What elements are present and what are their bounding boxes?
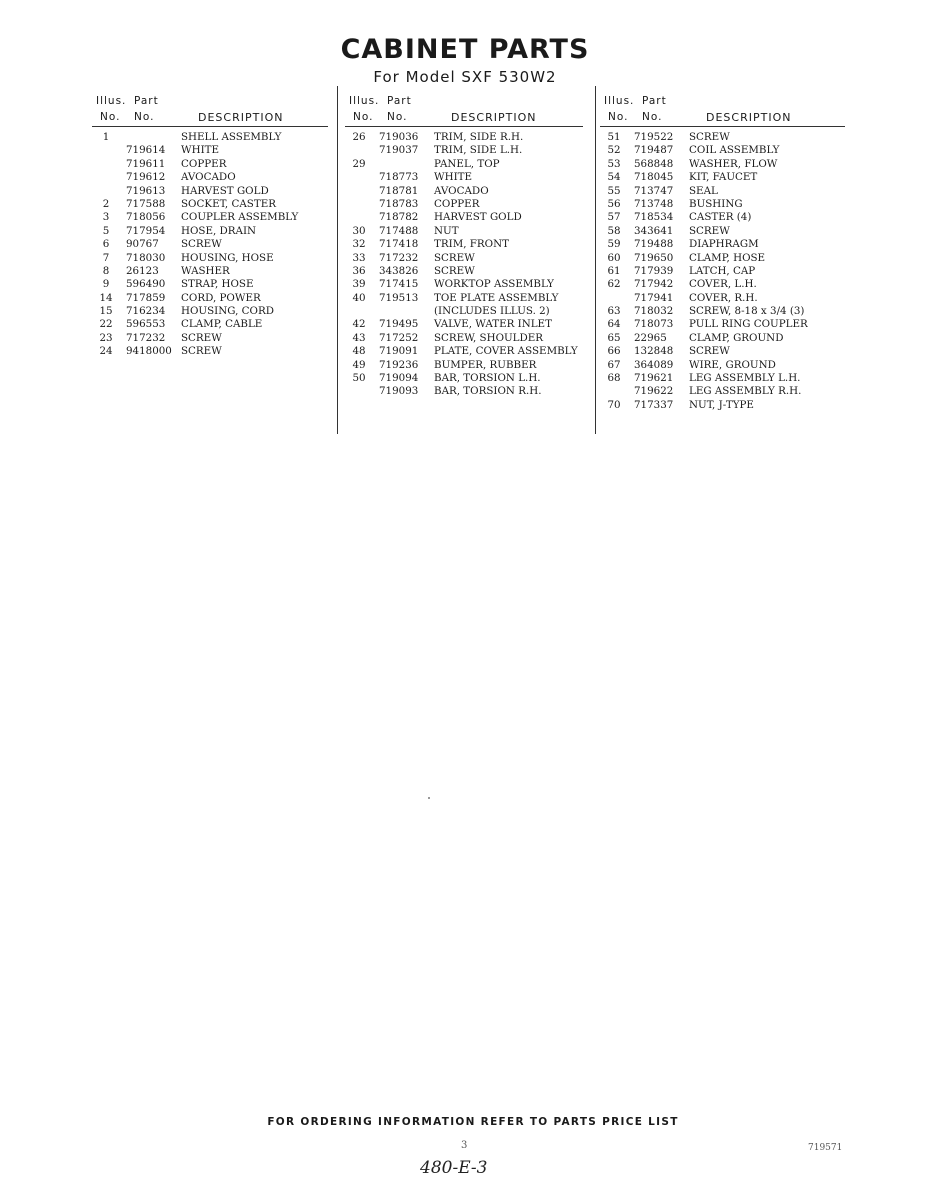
part-description: AVOCADO (434, 184, 489, 197)
table-row (345, 359, 583, 372)
part-number: 718783 (379, 197, 419, 210)
table-row (600, 211, 845, 224)
part-description: CASTER (4) (689, 211, 752, 224)
table-row (600, 265, 845, 278)
table-row (92, 318, 328, 331)
document-number: 719571 (808, 1143, 843, 1153)
table-row (600, 359, 845, 372)
table-row (92, 305, 328, 318)
part-number: 718782 (379, 211, 419, 224)
illus-number: 50 (352, 372, 366, 385)
part-description: AVOCADO (181, 171, 236, 184)
part-number: 719236 (379, 358, 419, 371)
table-row (345, 238, 583, 251)
part-number: 9418000 (126, 345, 172, 358)
table-row (600, 292, 845, 305)
part-description: COUPLER ASSEMBLY (181, 211, 299, 224)
illus-number: 56 (607, 197, 621, 210)
table-row (600, 332, 845, 345)
illus-number: 32 (352, 238, 366, 251)
header-illus: Illus. (604, 95, 635, 107)
table-row (92, 345, 328, 358)
header-description: DESCRIPTION (451, 111, 537, 124)
part-number: 717588 (126, 197, 166, 210)
part-description: LEG ASSEMBLY R.H. (689, 385, 802, 398)
illus-number: 36 (352, 264, 366, 277)
illus-number: 62 (607, 278, 621, 291)
illus-number: 33 (352, 251, 366, 264)
table-row (600, 144, 845, 157)
part-description: WASHER, FLOW (689, 157, 778, 170)
illus-number: 63 (607, 305, 621, 318)
part-description: TRIM, FRONT (434, 238, 509, 251)
table-row (92, 158, 328, 171)
part-description: HARVEST GOLD (181, 184, 269, 197)
part-description: CLAMP, GROUND (689, 331, 784, 344)
part-description: DIAPHRAGM (689, 238, 759, 251)
table-row (92, 238, 328, 251)
parts-column-1 (92, 92, 328, 359)
table-row (600, 318, 845, 331)
column-divider-right (595, 86, 596, 434)
table-row (92, 278, 328, 291)
part-number: 343641 (634, 224, 674, 237)
part-description: SEAL (689, 184, 718, 197)
table-row (92, 265, 328, 278)
part-description: SHELL ASSEMBLY (181, 131, 282, 143)
part-number: 719093 (379, 385, 419, 398)
illus-number: 3 (102, 211, 110, 224)
part-description: COVER, L.H. (689, 278, 757, 291)
illus-number: 58 (607, 224, 621, 237)
page-number: 3 (461, 1140, 468, 1151)
table-row (600, 185, 845, 198)
parts-list (345, 131, 583, 399)
part-description: SCREW, 8-18 x 3/4 (3) (689, 305, 805, 318)
part-number: 713748 (634, 197, 674, 210)
part-description: WIRE, GROUND (689, 358, 776, 371)
table-row (92, 185, 328, 198)
part-description: STRAP, HOSE (181, 278, 254, 291)
part-number: 713747 (634, 184, 674, 197)
part-description: WORKTOP ASSEMBLY (434, 278, 554, 291)
part-number: 132848 (634, 345, 674, 358)
part-number: 719611 (126, 157, 166, 170)
part-number: 364089 (634, 358, 674, 371)
illus-number: 9 (102, 278, 110, 291)
part-description: COPPER (181, 157, 227, 170)
part-number: 718773 (379, 171, 419, 184)
illus-number: 52 (607, 144, 621, 157)
part-number: 719495 (379, 318, 419, 331)
table-row (345, 185, 583, 198)
part-description: COVER, R.H. (689, 291, 758, 304)
part-number: 717415 (379, 278, 419, 291)
illus-number: 61 (607, 264, 621, 277)
illus-number: 54 (607, 171, 621, 184)
column-divider-left (337, 86, 338, 434)
part-number: 718030 (126, 251, 166, 264)
part-description: NUT, J-TYPE (689, 398, 754, 411)
model-subtitle: For Model SXF 530W2 (373, 68, 557, 86)
illus-number: 43 (352, 331, 366, 344)
parts-list (92, 131, 328, 359)
header-part-no: No. (642, 111, 663, 123)
part-number: 568848 (634, 157, 674, 170)
table-row (600, 278, 845, 291)
table-row (345, 171, 583, 184)
part-number: 719650 (634, 251, 674, 264)
header-part: Part (134, 95, 159, 107)
part-number: 717232 (379, 251, 419, 264)
part-number: 716234 (126, 305, 166, 318)
part-description: KIT, FAUCET (689, 171, 758, 184)
table-row (345, 144, 583, 157)
table-row (600, 252, 845, 265)
illus-number: 39 (352, 278, 366, 291)
part-number: 719091 (379, 345, 419, 358)
illus-number: 24 (99, 345, 113, 358)
part-description: SCREW (689, 131, 730, 143)
part-number: 717488 (379, 224, 419, 237)
part-description: CLAMP, HOSE (689, 251, 766, 264)
part-description: CORD, POWER (181, 291, 261, 304)
part-description: BUMPER, RUBBER (434, 358, 537, 371)
part-number: 343826 (379, 264, 419, 277)
illus-number: 60 (607, 251, 621, 264)
illus-number: 68 (607, 372, 621, 385)
part-number: 717418 (379, 238, 419, 251)
table-row (345, 345, 583, 358)
part-number: 596553 (126, 318, 166, 331)
part-number: 719622 (634, 385, 674, 398)
illus-number: 23 (99, 331, 113, 344)
table-row (345, 252, 583, 265)
table-row (345, 278, 583, 291)
part-description: TOE PLATE ASSEMBLY (434, 291, 559, 304)
part-description: LATCH, CAP (689, 264, 756, 277)
part-number: 717859 (126, 291, 166, 304)
header-rule (92, 126, 328, 127)
part-description: LEG ASSEMBLY L.H. (689, 372, 801, 385)
part-number: 719613 (126, 184, 166, 197)
part-number: 719094 (379, 372, 419, 385)
table-row (92, 171, 328, 184)
part-description: CLAMP, CABLE (181, 318, 263, 331)
illus-number: 5 (102, 224, 110, 237)
part-number: 719488 (634, 238, 674, 251)
part-number: 596490 (126, 278, 166, 291)
part-description: HOUSING, CORD (181, 305, 274, 318)
table-row (600, 345, 845, 358)
part-description: VALVE, WATER INLET (434, 318, 552, 331)
part-number: 719487 (634, 144, 674, 157)
illus-number: 6 (102, 238, 110, 251)
illus-number: 66 (607, 345, 621, 358)
illus-number: 8 (102, 264, 110, 277)
part-number: 26123 (126, 264, 159, 277)
header-illus-no: No. (353, 111, 374, 123)
table-row (92, 144, 328, 157)
parts-column-3 (600, 92, 845, 412)
header-rule (600, 126, 845, 127)
part-description: SCREW (434, 264, 475, 277)
table-row (600, 225, 845, 238)
part-description: WHITE (181, 144, 220, 157)
header-part-no: No. (387, 111, 408, 123)
header-illus-no: No. (100, 111, 121, 123)
illus-number: 70 (607, 398, 621, 411)
part-description: PULL RING COUPLER (689, 318, 808, 331)
ordering-footer: FOR ORDERING INFORMATION REFER TO PARTS PRICE LIST (267, 1116, 679, 1128)
table-row (600, 385, 845, 398)
table-row (600, 158, 845, 171)
part-number: 22965 (634, 331, 667, 344)
part-number: 719612 (126, 171, 166, 184)
column-header (345, 92, 583, 126)
header-description: DESCRIPTION (198, 111, 284, 124)
header-part-no: No. (134, 111, 155, 123)
table-row (345, 332, 583, 345)
part-description: PANEL, TOP (434, 157, 500, 170)
table-row (345, 292, 583, 305)
part-description: SOCKET, CASTER (181, 197, 276, 210)
part-description: NUT (434, 224, 459, 237)
part-description: COPPER (434, 197, 480, 210)
part-description: SCREW (689, 345, 730, 358)
part-number: 90767 (126, 238, 159, 251)
table-row (92, 131, 328, 144)
part-number: 717337 (634, 398, 674, 411)
part-description: COIL ASSEMBLY (689, 144, 780, 157)
illus-number: 57 (607, 211, 621, 224)
illus-number: 51 (607, 131, 621, 143)
table-row (600, 198, 845, 211)
table-row (345, 318, 583, 331)
illus-number: 26 (352, 131, 366, 143)
table-row (345, 158, 583, 171)
header-part: Part (387, 95, 412, 107)
illus-number: 53 (607, 157, 621, 170)
part-description: HOUSING, HOSE (181, 251, 274, 264)
illus-number: 14 (99, 291, 113, 304)
handwritten-note: 480-E-3 (420, 1158, 488, 1178)
part-number: 718534 (634, 211, 674, 224)
part-number: 718781 (379, 184, 419, 197)
part-description: BUSHING (689, 197, 743, 210)
part-description: HARVEST GOLD (434, 211, 522, 224)
illus-number: 59 (607, 238, 621, 251)
part-description: SCREW, SHOULDER (434, 331, 544, 344)
part-number: 718032 (634, 305, 674, 318)
table-row (92, 292, 328, 305)
table-row (345, 372, 583, 385)
header-illus-no: No. (608, 111, 629, 123)
column-header (600, 92, 845, 126)
part-description: SCREW (181, 345, 222, 358)
table-row (92, 332, 328, 345)
table-row (92, 252, 328, 265)
table-row (345, 131, 583, 144)
header-rule (345, 126, 583, 127)
part-number: 719513 (379, 291, 419, 304)
part-number: 719614 (126, 144, 166, 157)
table-row (600, 305, 845, 318)
table-row (92, 198, 328, 211)
illus-number: 49 (352, 358, 366, 371)
illus-number: 48 (352, 345, 366, 358)
table-row (600, 131, 845, 144)
table-row (600, 238, 845, 251)
part-number: 717941 (634, 291, 674, 304)
part-description: SCREW (689, 224, 730, 237)
part-description: TRIM, SIDE R.H. (434, 131, 524, 143)
illus-number: 29 (352, 157, 366, 170)
table-row (92, 211, 328, 224)
part-number: 717939 (634, 264, 674, 277)
illus-number: 55 (607, 184, 621, 197)
illus-number: 15 (99, 305, 113, 318)
part-number: 717232 (126, 331, 166, 344)
table-row (600, 372, 845, 385)
parts-column-2 (345, 92, 583, 399)
part-number: 718056 (126, 211, 166, 224)
part-number: 719522 (634, 131, 674, 143)
part-description: WASHER (181, 264, 230, 277)
part-number: 717954 (126, 224, 166, 237)
table-row (345, 305, 583, 318)
illus-number: 22 (99, 318, 113, 331)
part-number: 719037 (379, 144, 419, 157)
illus-number: 1 (102, 131, 110, 143)
part-description: BAR, TORSION R.H. (434, 385, 542, 398)
table-row (345, 265, 583, 278)
part-number: 719621 (634, 372, 674, 385)
part-description: WHITE (434, 171, 473, 184)
illus-number: 30 (352, 224, 366, 237)
column-header (92, 92, 328, 126)
illus-number: 40 (352, 291, 366, 304)
header-illus: Illus. (96, 95, 127, 107)
part-description: HOSE, DRAIN (181, 224, 257, 237)
table-row (345, 211, 583, 224)
illus-number: 64 (607, 318, 621, 331)
parts-list (600, 131, 845, 412)
part-description: SCREW (434, 251, 475, 264)
part-description: TRIM, SIDE L.H. (434, 144, 523, 157)
table-row (92, 225, 328, 238)
table-row (345, 198, 583, 211)
part-description: BAR, TORSION L.H. (434, 372, 541, 385)
part-number: 718073 (634, 318, 674, 331)
header-illus: Illus. (349, 95, 380, 107)
part-description: SCREW (181, 331, 222, 344)
table-row (345, 385, 583, 398)
illus-number: 67 (607, 358, 621, 371)
illus-number: 65 (607, 331, 621, 344)
part-number: 718045 (634, 171, 674, 184)
part-description: SCREW (181, 238, 222, 251)
header-part: Part (642, 95, 667, 107)
part-number: 717252 (379, 331, 419, 344)
page-title: CABINET PARTS (340, 34, 590, 65)
scan-speck (428, 797, 430, 799)
part-description: PLATE, COVER ASSEMBLY (434, 345, 578, 358)
table-row (600, 171, 845, 184)
illus-number: 2 (102, 197, 110, 210)
table-row (345, 225, 583, 238)
table-row (600, 399, 845, 412)
part-number: 719036 (379, 131, 419, 143)
part-description: (INCLUDES ILLUS. 2) (434, 305, 550, 318)
part-number: 717942 (634, 278, 674, 291)
illus-number: 42 (352, 318, 366, 331)
header-description: DESCRIPTION (706, 111, 792, 124)
illus-number: 7 (102, 251, 110, 264)
